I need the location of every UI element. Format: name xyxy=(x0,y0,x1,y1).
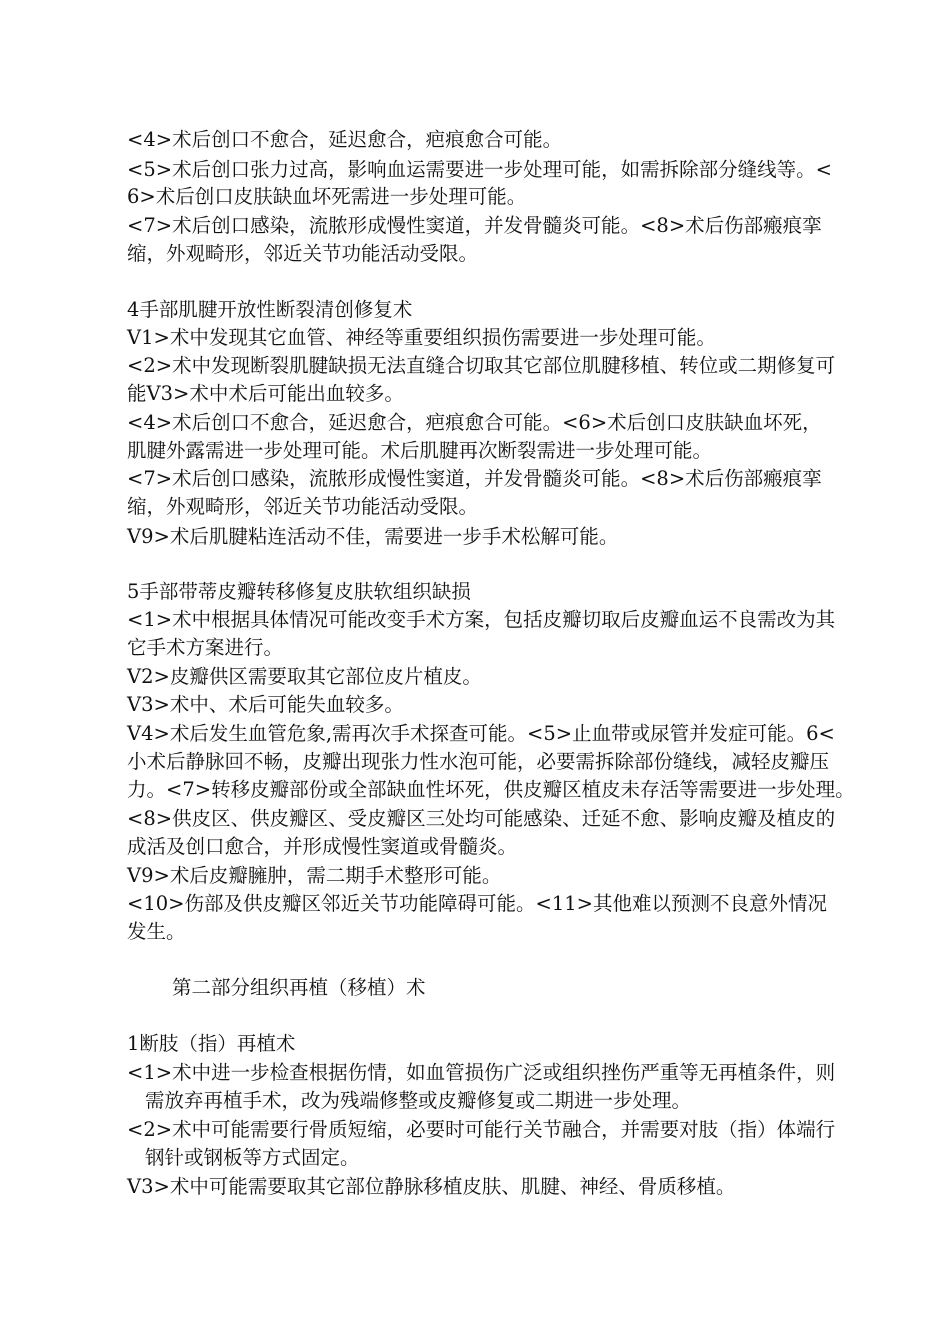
part-title: 第二部分组织再植（移植）术 xyxy=(172,976,426,999)
text-line: V1>术中发现其它血管、神经等重要组织损伤需要进一步处理可能。 xyxy=(127,326,716,349)
text-line: 能V3>术中术后可能出血较多。 xyxy=(127,382,404,405)
text-line: V2>皮瓣供区需要取其它部位皮片植皮。 xyxy=(127,665,482,688)
text-line: 缩，外观畸形，邻近关节功能活动受限。 xyxy=(127,495,479,518)
section-heading: 1断肢（指）再植术 xyxy=(127,1032,296,1055)
text-line: <4>术后创口不愈合，延迟愈合，疤痕愈合可能。<6>术后创口皮肤缺血坏死， xyxy=(127,411,822,434)
text-line: <5>术后创口张力过高，影响血运需要进一步处理可能，如需拆除部分缝线等。< xyxy=(127,158,832,181)
text-line: <1>术中根据具体情况可能改变手术方案，包括皮瓣切取后皮瓣血运不良需改为其 xyxy=(127,608,836,631)
text-line: 它手术方案进行。 xyxy=(127,636,284,659)
text-line: 小术后静脉回不畅，皮瓣出现张力性水泡可能，必要需拆除部份缝线，减轻皮瓣压 xyxy=(127,750,830,773)
section-heading: 4手部肌腱开放性断裂清创修复术 xyxy=(127,298,413,321)
text-line: <10>伤部及供皮瓣区邻近关节功能障碍可能。<11>其他难以预测不良意外情况 xyxy=(127,892,827,915)
text-line: <7>术后创口感染，流脓形成慢性窦道，并发骨髓炎可能。<8>术后伤部瘢痕挛 xyxy=(127,214,822,237)
text-line: V9>术后皮瓣臃肿，需二期手术整形可能。 xyxy=(127,864,502,887)
text-line: 成活及创口愈合，并形成慢性窦道或骨髓炎。 xyxy=(127,835,518,858)
text-line: 缩，外观畸形，邻近关节功能活动受限。 xyxy=(127,242,479,265)
text-line: V4>术后发生血管危象,需再次手术探查可能。<5>止血带或尿管并发症可能。6< xyxy=(127,722,835,745)
text-line: 6>术后创口皮肤缺血坏死需进一步处理可能。 xyxy=(127,185,527,208)
text-line: <4>术后创口不愈合，延迟愈合，疤痕愈合可能。 xyxy=(127,128,563,151)
text-line: 发生。 xyxy=(127,920,186,943)
text-line: 钢针或钢板等方式固定。 xyxy=(145,1146,360,1169)
text-line: <2>术中可能需要行骨质短缩，必要时可能行关节融合，并需要对肢（指）体端行 xyxy=(127,1118,836,1141)
text-line: <7>术后创口感染，流脓形成慢性窦道，并发骨髓炎可能。<8>术后伤部瘢痕挛 xyxy=(127,467,822,490)
text-line: V3>术中、术后可能失血较多。 xyxy=(127,693,404,716)
section-heading: 5手部带蒂皮瓣转移修复皮肤软组织缺损 xyxy=(127,580,471,603)
text-line: 肌腱外露需进一步处理可能。术后肌腱再次断裂需进一步处理可能。 xyxy=(127,439,713,462)
text-line: <2>术中发现断裂肌腱缺损无法直缝合切取其它部位肌腱移植、转位或二期修复可 xyxy=(127,354,836,377)
text-line: V3>术中可能需要取其它部位静脉移植皮肤、肌腱、神经、骨质移植。 xyxy=(127,1175,736,1198)
text-line: <1>术中进一步检查根据伤情，如血管损伤广泛或组织挫伤严重等无再植条件，则 xyxy=(127,1061,836,1084)
text-line: <8>供皮区、供皮瓣区、受皮瓣区三处均可能感染、迁延不愈、影响皮瓣及植皮的 xyxy=(127,807,836,830)
text-line: V9>术后肌腱粘连活动不佳，需要进一步手术松解可能。 xyxy=(127,525,619,548)
text-line: 力。<7>转移皮瓣部份或全部缺血性坏死，供皮瓣区植皮未存活等需要进一步处理。 xyxy=(127,778,855,801)
text-line: 需放弃再植手术，改为残端修整或皮瓣修复或二期进一步处理。 xyxy=(145,1089,692,1112)
